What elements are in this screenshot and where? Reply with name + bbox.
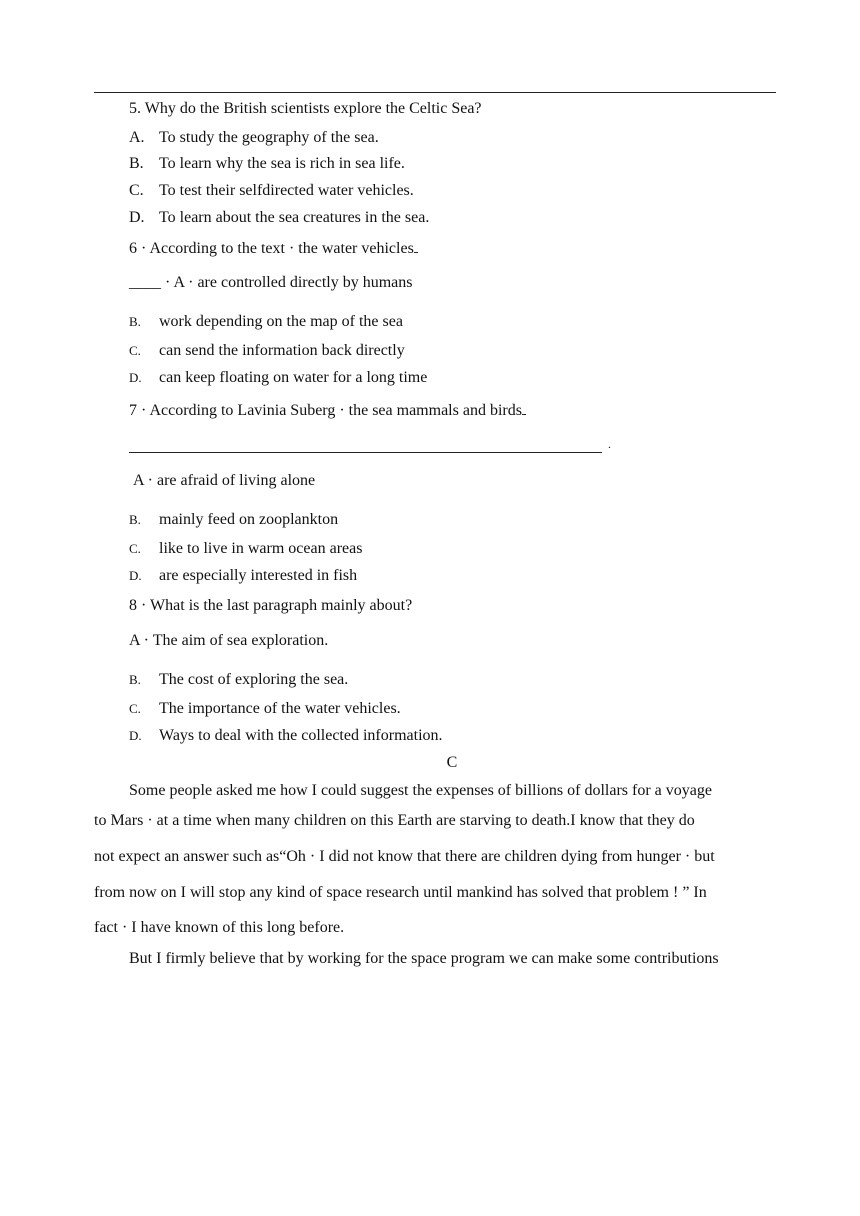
answer-blank (522, 400, 526, 415)
q7-option-a: A · are afraid of living alone (133, 472, 316, 489)
option-text: like to live in warm ocean areas (159, 540, 363, 557)
passage-line: fact · I have known of this long before. (94, 919, 345, 936)
option-text: Ways to deal with the collected information. (159, 727, 443, 744)
question-5-stem: 5. Why do the British scientists explore the Celtic Sea? (129, 100, 482, 117)
option-text: To learn about the sea creatures in the sea. (159, 209, 430, 226)
option-text: can keep floating on water for a long time (159, 369, 428, 386)
passage-line: from now on I will stop any kind of space research until mankind has solved that problem ! ” In (94, 884, 707, 901)
q5-option-c (129, 181, 414, 201)
header-rule (94, 92, 776, 93)
question-7-text: 7 · According to Lavinia Suberg · the sea mammals and birds (129, 402, 522, 419)
option-letter: C. (129, 701, 141, 716)
option-text: The cost of exploring the sea. (159, 671, 349, 688)
q7-option-b (129, 510, 338, 530)
question-6-line2: ____ · A · are controlled directly by humans (129, 274, 413, 291)
passage-line: to Mars · at a time when many children on this Earth are starving to death.I know that they do (94, 812, 695, 829)
question-6-stem (129, 238, 418, 259)
question-7-stem (129, 400, 526, 421)
option-letter: D. (129, 568, 142, 583)
q5-option-a (129, 128, 379, 148)
passage-line: not expect an answer such as“Oh · I did not know that there are children dying from hunger · but (94, 848, 715, 865)
q7-option-d (129, 566, 357, 586)
answer-blank (414, 238, 418, 253)
option-letter: B. (129, 314, 141, 329)
option-text: To study the geography of the sea. (159, 129, 379, 146)
option-letter: A. (129, 129, 145, 146)
passage-line: Some people asked me how I could suggest the expenses of billions of dollars for a voyage (129, 782, 712, 799)
option-text: mainly feed on zooplankton (159, 511, 339, 528)
option-letter: B. (129, 155, 144, 172)
option-text: are especially interested in fish (159, 567, 358, 584)
option-text: To test their selfdirected water vehicles. (159, 182, 414, 199)
q6-option-c (129, 341, 405, 361)
option-text: work depending on the map of the sea (159, 313, 403, 330)
q8-option-a: A · The aim of sea exploration. (129, 632, 329, 649)
section-label: C (446, 754, 458, 771)
option-text: can send the information back directly (159, 342, 405, 359)
option-letter: C. (129, 541, 141, 556)
q6-option-b (129, 312, 403, 332)
option-letter: C. (129, 343, 141, 358)
option-letter: D. (129, 370, 142, 385)
option-letter: D. (129, 209, 145, 226)
option-text: To learn why the sea is rich in sea life. (159, 155, 405, 172)
question-8-stem: 8 · What is the last paragraph mainly about? (129, 597, 413, 614)
q8-option-c (129, 699, 401, 719)
option-letter: C. (129, 182, 144, 199)
passage-line: But I firmly believe that by working for the space program we can make some contributions (129, 950, 719, 967)
q5-option-d (129, 208, 429, 228)
q7-option-c (129, 539, 362, 559)
q8-option-d (129, 726, 443, 746)
q6-option-d (129, 368, 427, 388)
option-letter: B. (129, 512, 141, 527)
answer-line-end: . (608, 437, 611, 451)
answer-line (129, 452, 602, 453)
question-6-text: 6 · According to the text · the water vehicles (129, 240, 414, 257)
option-letter: B. (129, 672, 141, 687)
option-text: The importance of the water vehicles. (159, 700, 401, 717)
option-letter: D. (129, 728, 142, 743)
q8-option-b (129, 670, 348, 690)
q5-option-b (129, 154, 405, 174)
